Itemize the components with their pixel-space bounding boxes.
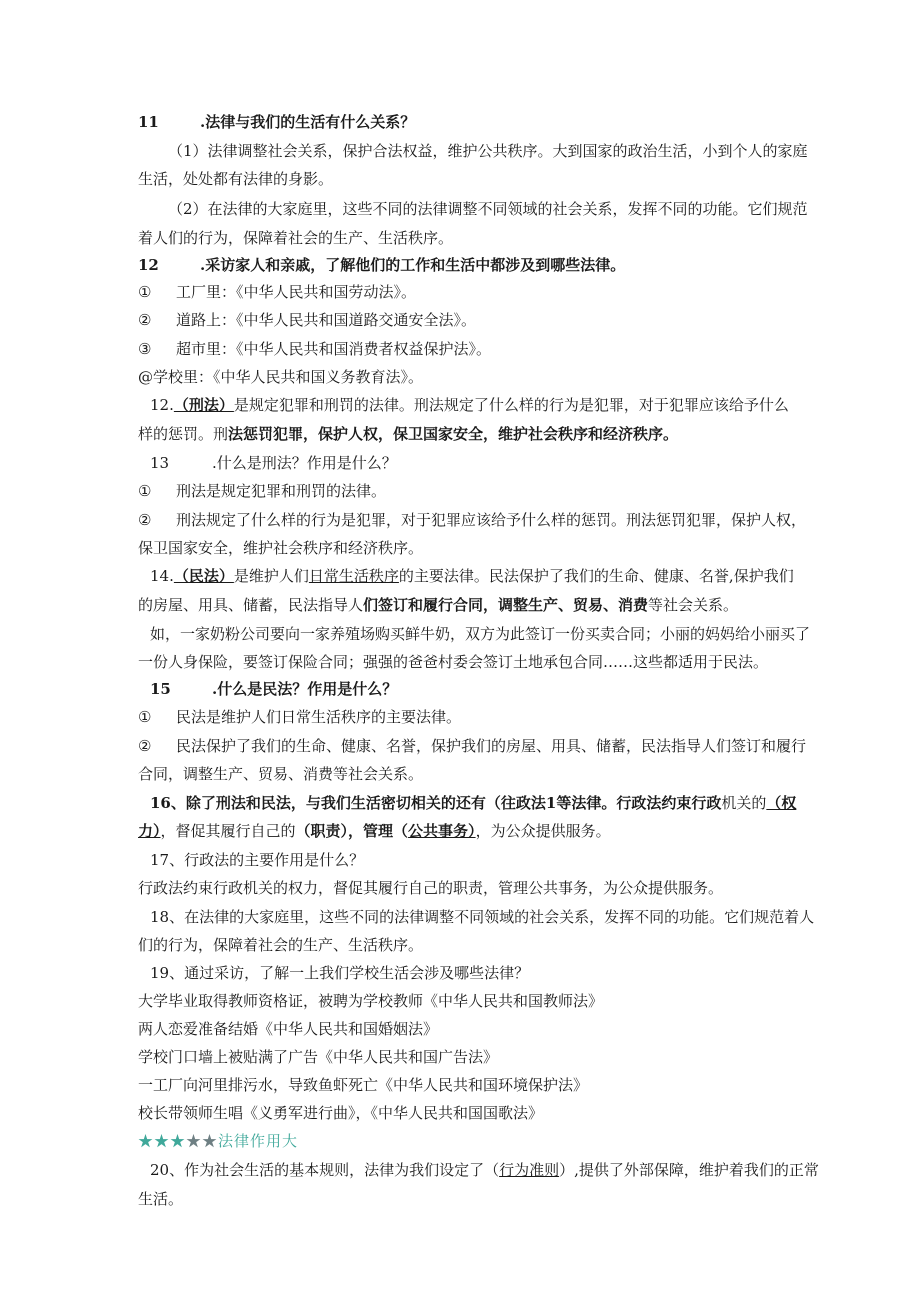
q20-line1 (150, 1159, 819, 1181)
sentence-text: 是规定犯罪和刑罚的法律。刑法规定了什么样的行为是犯罪，对于犯罪应该给予什么 (233, 396, 789, 414)
fill-blank-answer: 力） (138, 822, 161, 840)
q12-criminal-law-line1 (150, 394, 789, 416)
star-icon: ★★★ (138, 1132, 187, 1150)
item-marker: ② (138, 511, 152, 529)
list-item (138, 509, 806, 531)
list-item: 大学毕业取得教师资格证，被聘为学校教师《中华人民共和国教师法》 (138, 992, 604, 1010)
q14-example-line1: 如，一家奶粉公司要向一家养殖场购买鲜牛奶，双方为此签订一份买卖合同；小丽的妈妈给小丽买了 (150, 625, 811, 643)
key-point-text: 法惩罚犯罪，保护人权，保卫国家安全，维护社会秩序和经济秩序。 (228, 425, 679, 443)
question-number: 13 (150, 454, 170, 472)
sentence-text: 等社会关系。 (648, 596, 739, 614)
q16-line1 (150, 792, 796, 814)
q11-answer-1-line2: 生活，处处都有法律的身影。 (138, 170, 334, 188)
fill-blank-answer: 公共事务） (408, 822, 476, 840)
q18-line1: 18、在法律的大家庭里，这些不同的法律调整不同领域的社会关系，发挥不同的功能。它们规范着人 (150, 908, 815, 926)
q11-heading (138, 111, 415, 133)
sentence-text: 是维护人们 (233, 567, 309, 585)
sentence-text: 的主要法律。民法保护了我们的生命、健康、名誉,保护我们 (398, 567, 794, 585)
item-marker: ① (138, 283, 152, 301)
fill-blank-answer: （权 (766, 794, 797, 812)
sentence-text: 20、作为社会生活的基本规则，法律为我们设定了（ (150, 1161, 500, 1179)
question-title: .什么是民法？作用是什么？ (212, 680, 398, 698)
list-item (138, 338, 491, 360)
item-text: 超市里：《中华人民共和国消费者权益保护法》。 (176, 340, 492, 358)
question-number: 12 (150, 396, 170, 414)
question-number: 11 (138, 113, 159, 131)
list-item (138, 706, 461, 728)
q17-answer: 行政法约束行政机关的权力，督促其履行自己的职责，管理公共事务，为公众提供服务。 (138, 879, 724, 897)
item-marker: ② (138, 737, 152, 755)
importance-rating (138, 1130, 298, 1152)
list-item: 学校门口墙上被贴满了广告《中华人民共和国广告法》 (138, 1048, 499, 1066)
question-dot: . (169, 396, 174, 414)
list-item: 校长带领师生唱《义勇军进行曲》，《中华人民共和国国歌法》 (138, 1104, 544, 1122)
fill-blank-answer: （刑法） (173, 396, 234, 414)
list-item (138, 735, 806, 757)
sentence-text: ）,提供了外部保障，维护着我们的正常 (559, 1161, 819, 1179)
list-item (138, 281, 416, 303)
item-text-continued: 合同，调整生产、贸易、消费等社会关系。 (138, 765, 424, 783)
list-item: 一工厂向河里排污水，导致鱼虾死亡《中华人民共和国环境保护法》 (138, 1076, 589, 1094)
question-number: 14 (150, 567, 170, 585)
q12-interview-heading (138, 254, 625, 276)
sentence-text: ，督促其履行自己的 (160, 822, 296, 840)
item-marker: ① (138, 708, 152, 726)
q17-heading: 17、行政法的主要作用是什么？ (150, 851, 365, 869)
sentence-text: 样的惩罚。刑 (138, 425, 229, 443)
q19-heading: 19、通过采访，了解一上我们学校生活会涉及哪些法律？ (150, 964, 530, 982)
question-title: .采访家人和亲戚，了解他们的工作和生活中都涉及到哪些法律。 (200, 256, 626, 274)
key-point-text: 16、除了刑法和民法，与我们生活密切相关的还有（往政法1等法律。行政法约束行政 (150, 794, 722, 812)
q14-example-line2: 一份人身保险，要签订保险合同；强强的爸爸村委会签订土地承包合同……这些都适用于民法。 (138, 653, 769, 671)
q11-answer-2-line2: 着人们的行为，保障着社会的生产、生活秩序。 (138, 229, 454, 247)
star-rating-icon (138, 1132, 218, 1150)
item-text: 民法是维护人们日常生活秩序的主要法律。 (176, 708, 462, 726)
item-text: 刑法规定了什么样的行为是犯罪，对于犯罪应该给予什么样的惩罚。刑法惩罚犯罪，保护人权， (176, 511, 807, 529)
item-text-continued: 保卫国家安全，维护社会秩序和经济秩序。 (138, 539, 424, 557)
list-item: @学校里：《中华人民共和国义务教育法》。 (138, 368, 424, 386)
rating-label: 法律作用大 (218, 1132, 299, 1150)
key-point-text: 们签订和履行合同，调整生产、贸易、消费 (363, 596, 649, 614)
q15-heading (150, 678, 397, 700)
item-text: 工厂里：《中华人民共和国劳动法》。 (176, 283, 417, 301)
q11-answer-2-line1: （2）在法律的大家庭里，这些不同的法律调整不同领域的社会关系，发挥不同的功能。它们规范 (168, 200, 808, 218)
question-number: 15 (150, 680, 171, 698)
question-title: .法律与我们的生活有什么关系？ (200, 113, 416, 131)
item-marker: ③ (138, 340, 152, 358)
q18-line2: 们的行为，保障着社会的生产、生活秩序。 (138, 936, 424, 954)
question-title: .什么是刑法？作用是什么？ (212, 454, 397, 472)
underlined-text: 日常生活秩序 (308, 567, 399, 585)
fill-blank-answer: 行为准则 (499, 1161, 560, 1179)
q14-civil-law-line1 (150, 565, 794, 587)
question-dot: . (169, 567, 174, 585)
q14-civil-law-line2 (138, 594, 738, 616)
q11-answer-1-line1: （1）法律调整社会关系，保护合法权益，维护公共秩序。大到国家的政治生活，小到个人的家庭 (168, 142, 808, 160)
list-item (138, 309, 476, 331)
item-marker: ① (138, 482, 152, 500)
item-marker: ② (138, 311, 152, 329)
q13-heading (150, 452, 397, 474)
sentence-text: 的房屋、用具、储蓄，民法指导人 (138, 596, 364, 614)
list-item: 两人恋爱准备结婚《中华人民共和国婚姻法》 (138, 1020, 439, 1038)
sentence-text: 机关的 (721, 794, 767, 812)
sentence-text: ，为公众提供服务。 (475, 822, 611, 840)
q20-line2: 生活。 (138, 1190, 184, 1208)
key-point-text: （职责），管理（ (295, 822, 409, 840)
item-text: 民法保护了我们的生命、健康、名誉，保护我们的房屋、用具、储蓄，民法指导人们签订和履行 (176, 737, 807, 755)
q12-criminal-law-line2 (138, 423, 678, 445)
star-icon: ★★ (186, 1132, 219, 1150)
fill-blank-answer: （民法） (173, 567, 234, 585)
list-item (138, 480, 386, 502)
q16-line2 (138, 820, 611, 842)
item-text: 道路上：《中华人民共和国道路交通安全法》。 (176, 311, 477, 329)
item-text: 刑法是规定犯罪和刑罚的法律。 (176, 482, 387, 500)
question-number: 12 (138, 256, 159, 274)
